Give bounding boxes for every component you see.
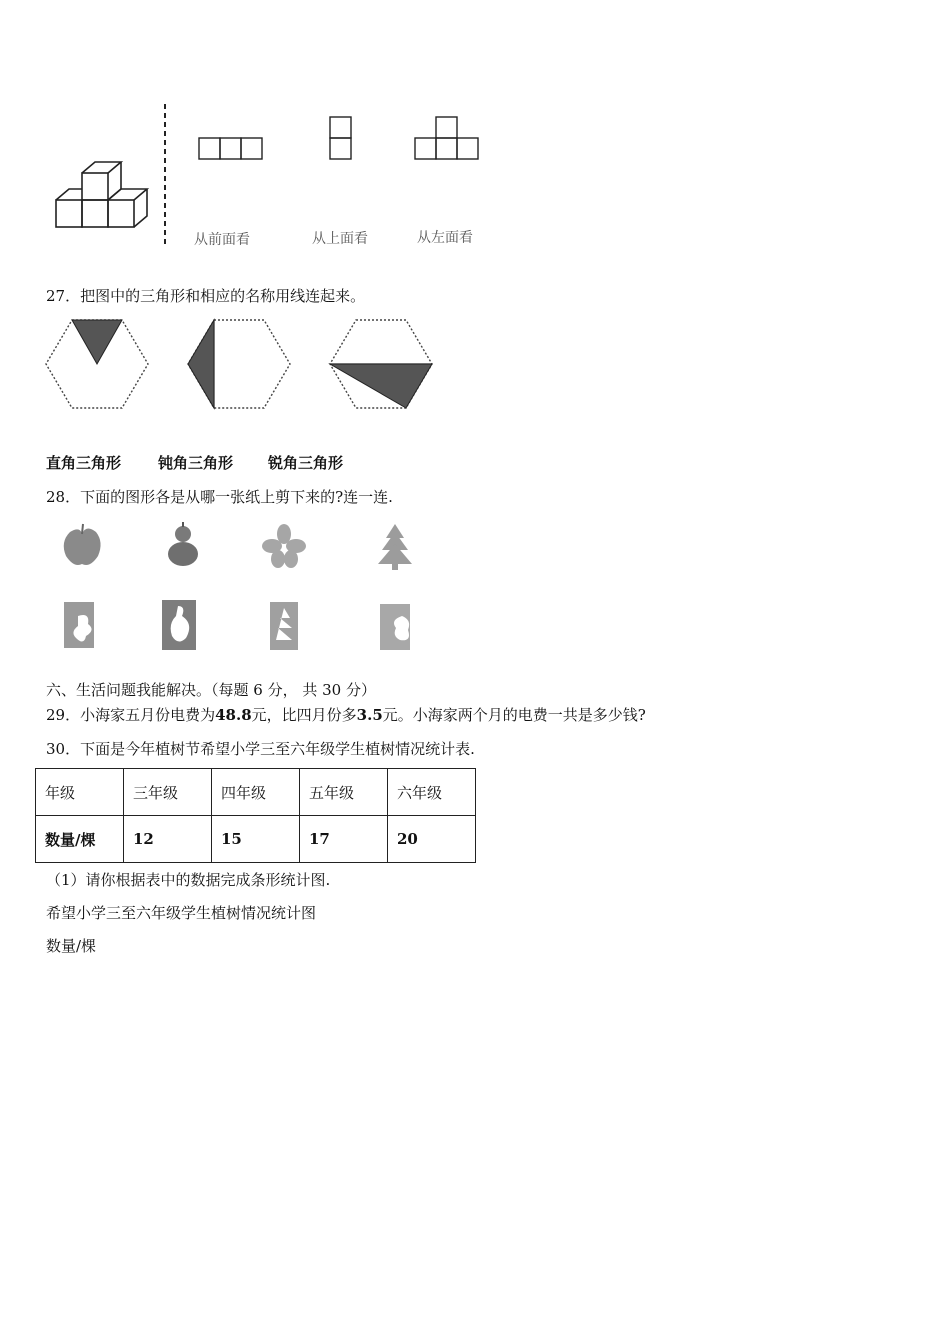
- view-label-top: 从上面看: [312, 231, 368, 247]
- shaded-obtuse-triangle: [188, 320, 214, 408]
- view-label-front: 从前面看: [194, 232, 250, 248]
- table-header-row: [36, 769, 476, 816]
- q29-prefix: 29．小海家五月份电费为: [46, 706, 216, 724]
- paper-with-gourd-hole-icon: [162, 600, 196, 650]
- hexagon-2-figure: [188, 320, 290, 408]
- paper-with-tree-hole-icon: [270, 602, 298, 650]
- q27-prompt: 27．把图中的三角形和相应的名称用线连起来。: [46, 287, 366, 305]
- table-cell: 四年级: [212, 769, 300, 816]
- q27-name-right: 直角三角形: [46, 454, 122, 472]
- q27-hexagons: [44, 316, 444, 412]
- table-cell: 12: [124, 816, 212, 863]
- table-cell: 数量/棵: [36, 816, 124, 863]
- table-cell: 五年级: [300, 769, 388, 816]
- table-cell: 六年级: [388, 769, 476, 816]
- q29-value-diff: 3.5: [356, 706, 383, 724]
- chart-title: 希望小学三至六年级学生植树情况统计图: [46, 904, 317, 922]
- table-cell: 20: [388, 816, 476, 863]
- paper-with-flower-hole-icon: [64, 602, 94, 648]
- cube-stack-drawing: [56, 162, 147, 227]
- q27-name-acute: 锐角三角形: [268, 454, 344, 472]
- q29-question: [46, 705, 646, 725]
- q28-cutout-shapes: [50, 520, 440, 660]
- left-view-drawing: [415, 117, 478, 159]
- shaded-acute-triangle: [72, 320, 122, 364]
- shaded-right-triangle: [330, 364, 432, 408]
- table-row: [36, 816, 476, 863]
- flower-shape-icon: [262, 524, 306, 568]
- table-cell: 年级: [36, 769, 124, 816]
- paper-with-apple-hole-icon: [380, 604, 410, 650]
- apple-shape-icon: [64, 524, 101, 565]
- q29-suffix: 元。小海家两个月的电费一共是多少钱?: [382, 706, 646, 724]
- section-6-heading: 六、生活问题我能解决。（每题 6 分， 共 30 分）: [46, 681, 376, 699]
- q27-name-obtuse: 钝角三角形: [158, 454, 234, 472]
- q30-prompt: 30．下面是今年植树节希望小学三至六年级学生植树情况统计表.: [46, 740, 475, 758]
- q28-prompt: 28．下面的图形各是从哪一张纸上剪下来的?连一连.: [46, 488, 393, 506]
- tree-planting-table: [35, 768, 476, 863]
- table-cell: 三年级: [124, 769, 212, 816]
- front-view-drawing: [199, 138, 262, 159]
- table-cell: 17: [300, 816, 388, 863]
- tree-shape-icon: [378, 524, 412, 570]
- chart-y-axis-label: 数量/棵: [46, 937, 97, 955]
- view-label-left: 从左面看: [417, 230, 473, 246]
- top-view-drawing: [330, 117, 351, 159]
- hexagon-1-figure: [46, 320, 148, 408]
- table-cell: 15: [212, 816, 300, 863]
- q29-value-may: 48.8: [215, 706, 252, 724]
- q30-sub-question-1: （1）请你根据表中的数据完成条形统计图.: [46, 871, 331, 889]
- hexagon-3-figure: [330, 320, 432, 408]
- gourd-shape-icon: [168, 522, 198, 566]
- q29-middle: 元，比四月份多: [251, 706, 357, 724]
